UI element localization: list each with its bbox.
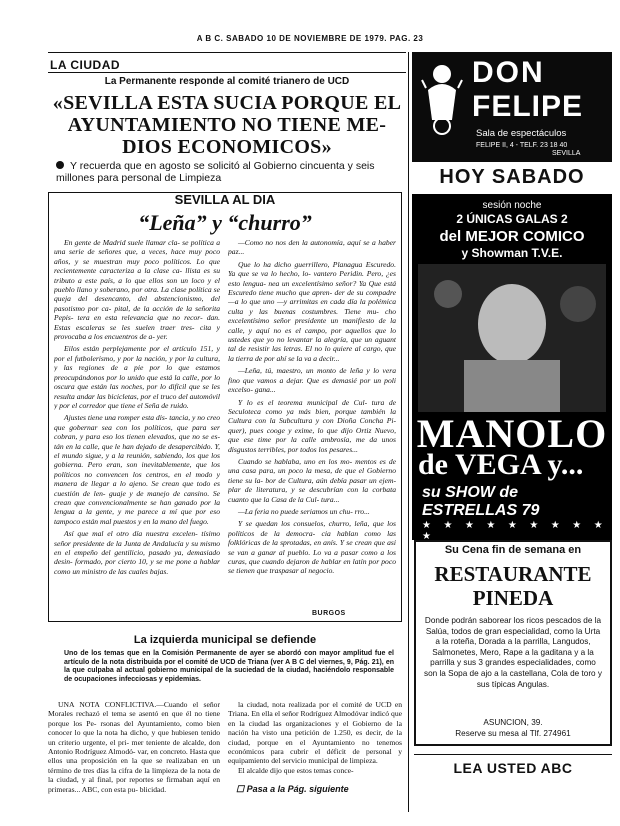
column-right-text [228,238,396,608]
secondary-col-2 [228,700,402,782]
column-paragraph: —La feria no puede seriamos un chu- rro... [238,506,370,516]
ad-restaurant-head: Su Cena fin de semana en [444,544,582,556]
ad-restaurant-body: Donde podrán saborear los ricos pescados de la Salúa, todos de gran especialidad, como la Urta a la roteña, Dorada a la parrilla, Langudos, Salmonetes, Mero, Rape a la gaditana y a la parrilla y sus 3 grandes especialidades, como son la Sopa de ajo a la castellana, Cola de toro y sus típicas Angulas. [424,616,602,689]
ad-restaurant-name [416,562,610,610]
jester-logo-icon [420,60,464,140]
ad-show-line: sesión noche [482,200,542,211]
ad-show-line: y Showman T.V.E. [461,246,563,260]
secondary-paragraph: UNA NOTA CONFLICTIVA.—Cuando el señor Morales rechazó el tema se asentó en que él no tiene porque los Pe- rsonas del Ayuntamiento, como bien conocer lo que la nota ha dicho, y que hubiesen tenido un criterio urgente, el pri- mer teniente de alcalde, don Antonio Rodríguez Almodó- var, en concreto. Hasta que ellos una proposición en la que se realizaban en un término de tres días la cifra de la limpieza de la nota de la ciudad, y al final, por reportes se firmaban aquí en primeras... ABC, con esta pu- blicidad. [48,700,220,794]
headline-line: «SEVILLA ESTA SUCIA PORQUE EL [52,92,402,114]
lea-usted-abc: LEA USTED ABC [453,760,573,776]
secondary-lead: Uno de los temas que en la Comisión Permanente de ayer se abordó con mayor amplitud fue el artículo de la nota distribuida por el comité de UCD de Triana (ver A B C del viernes, 9, Pág. 21), en la que culpaba al actual gobierno municipal de la suciedad de la ciudad, haciéndolo responsable de ocupaciones infecciosas y epidemias. [64,650,394,683]
column-paragraph: Cuando se hablaba, uno en los mo- mentos es de una casa para, un poco la mesa, de que el Gobierno tiene su la- bor de Cultura, aún debía pasar un ejem- plar de literatura, y se descubrían con la corbata cuanto que la Casa de la Cul- tura... [228,456,396,504]
ad-address-line: ASUNCION, 39. [483,718,543,727]
column-title: SEVILLA AL DIA [174,192,276,207]
page-folio: A B C. SABADO 10 DE NOVIEMBRE DE 1979. PAG. 23 [196,34,424,43]
deck-text: Y recuerda que en agosto se solicitó al Gobierno cincuenta y seis millones para personal de Limpieza [56,160,375,184]
performer-photo [418,264,606,412]
secondary-headline: La izquierda municipal se defiende [133,634,317,646]
column-paragraph: —Como no nos den la autonomía, aquí se a haber paz... [228,238,396,257]
bullet-icon [56,161,64,169]
ad-show-line: su SHOW de ESTRELLAS 79 [422,484,540,519]
ad-restaurant-name-line: RESTAURANTE [434,562,592,586]
headline-line: AYUNTAMIENTO NO TIENE ME- [67,114,387,136]
ad-city: SEVILLA [552,150,581,157]
ad-restaurant-name-line: PINEDA [472,586,554,610]
ad-restaurant [414,540,612,746]
section-rule [48,72,406,73]
headline-line: DIOS ECONOMICOS» [122,136,332,158]
ad-restaurant-address [416,718,610,739]
article-deck [56,160,402,184]
column-paragraph: Y se quedan los consuelos, churro, leña, que los políticos de la democra- cia hablan como las folklóricas de la sprotadas, en anís. Y se crean que así se van a ganar al pueblo. Lo va a pasar como a los curas, que cuando dejaron de hablar en latín por poco se tienen que traspasar al negocio. [228,519,396,576]
column-paragraph: Así que mal el otro día nuestra excelen- tísimo señor presidente de la Junta de Andalucía y su mismo en el empeño del gentilicio, pasado ya, demasiado desin- formado, por cierto 10, y se me pone a hablar como un ministro de las cuales bajas. [54,529,220,576]
column-paragraph: Eilos están perplejamente por el artículo 151, y por el futbolerismo, y por la nación, y por la cultura, y las regiones de a pie por lo que estamos preocupándonos por lo unido que está la calle, por lo oscura que están las noches, por lo difícil que se les resulta andar las bicicletas, por el truco del automóvil y por el corredor que tiene el Seña de ruido. [54,344,220,410]
square-icon: ☐ [236,784,247,794]
ad-column-rule [408,52,409,812]
column-paragraph: —Leña, tú, maestro, un monto de leña y lo vera fino que vamos a dejar. Que es demasié por un poli excelso- gana... [228,366,396,395]
section-label: LA CIUDAD [50,58,121,72]
ad-title-line: FELIPE [472,90,584,123]
secondary-col-1 [48,700,220,808]
ad-hoy-sabado: HOY SABADO [439,166,585,188]
ad-subtitle: Sala de espectáculos [476,128,567,139]
main-headline [48,92,406,158]
ad-show-line: 2 ÚNICAS GALAS 2 [456,212,568,226]
column-subtitle: “Leña” y “churro” [138,210,312,235]
column-paragraph: Ajustes tiene una romper esta dis- tancia, y no creo que gobernar sea con los políticos, que para ser cobran, y para eso los tienen elevados, que no se es- tán en la calle, que le han dejado de desapercibido. Y, el mundo sigue, y a la reunión, sabiendo, los que los gobierna. Pero eran, son inevitablemente, que los políticos no convencen los centros, en el modo y manera de llegar a lo ajeno. Se crean que todo es cuestión de len- guaje y de manejo de cansino. Se crean que convencionalmente se han ganado por la lengua a la gente, y me parece a mí que por eso tampoco están mal puestos y en la mano del fuego. [54,413,220,526]
ad-address: FELIPE II, 4 - TELF. 23 18 40 [476,142,568,149]
secondary-paragraph: El alcalde dijo que estos temas conce- [238,765,354,775]
ad-show [412,194,612,540]
ad-show-line: del MEJOR COMICO [439,228,585,245]
column-left-text [54,238,220,608]
ad-title-line: DON [472,56,545,89]
ad-show-line: de VEGA y... [418,448,584,481]
column-paragraph: Y lo es el teorema municipal de Cul- tura de Seculoteca como ya más bien, porque también la Cultura con la Subcultura y con Dioña Concha Pi- quer), pues cooge y exime, lo que dijo Ortiz Nuevo, que ese time por la calle ambrosía, me da unos disgustos terribles, por todos los pesares... [228,397,396,454]
article-kicker: La Permanente responde al comité trianero de UCD [104,76,350,87]
ad-don-felipe [412,52,612,162]
secondary-paragraph: la ciudad, nota realizada por el comité de UCD en Triana. En ella el señor Rodríguez Almodóvar indicó que en la ciudad las organizaciones y el Gobierno de la nación ha visto una petición de 1.250, es decir, de la ciudad, porque en el Ayuntamiento no tenemos económicos para cubrir el déficit de personal y equipamiento del servicio municipal de limpieza. [228,700,402,766]
continued-note [236,784,349,795]
top-rule [48,52,406,53]
column-paragraph: Que lo ha dicho guerrillero, Planagua Escuredo. Ya que se va lo hecho, lo- vantero Peridin. Pero, ¿es esto lengua- nea un excelentísimo señor? Ya Que está Escuredo tiene mucho que apren- der de su compadre —a lo que uno —y arrimitas en cada día la polémica culta y las buenas costumbres. Tiene mu- cho excelentísimo señor presidente un manifiesto de la calle, y aquí no es el campo, por aquellos que lo ustedes que yo no levantar la alegría, que un aguant tal de resistir las letras. El no lo quiere al cargo, que la tierra de por ahí se la va a decir... [228,259,396,363]
ad-show-line: MANOLO [416,411,608,456]
column-signature: BURGOS [312,610,346,617]
continued-text: Pasa a la Pág. siguiente [246,784,349,794]
column-paragraph: En gente de Madrid suele llamar cla- se política a una serie de señores que, a veces, hace muy poco años, y se muestran muy poco políticos. Lo que recientemente caracteriza a la clase ca- llista es su tributo a este país, a lo que ellos son un loco y el pueblo llano y soberano, por otra. La clase política se queja del desencanto, del abstencionismo, del pasotismo por ca- pital, de la acción de la señorita Pepis- tera en esta relevancia que no recor- dan. Estas escaleras se les suelen traer tres- cita y provocaba a los encuentros de a- yer. [54,238,220,342]
lea-rule [414,754,612,755]
ad-phone-line: Reserve su mesa al Tlf. 274961 [455,728,571,738]
stars-icon: ★ ★ ★ ★ ★ ★ ★ ★ ★ ★ [422,520,608,540]
